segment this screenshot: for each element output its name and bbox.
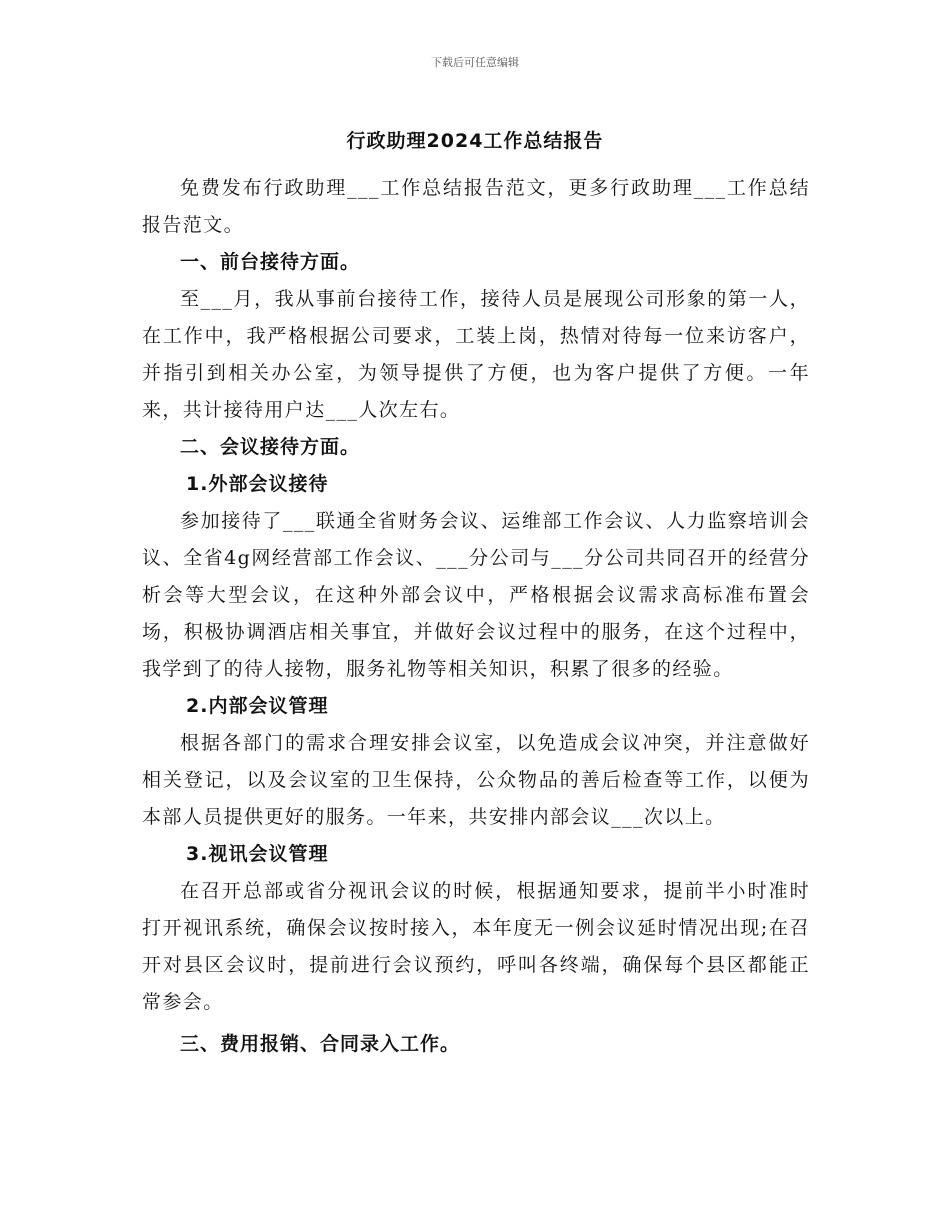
section-1-heading: 一、前台接待方面。 [180, 251, 361, 273]
section-1-paragraph: 至___月，我从事前台接待工作，接待人员是展现公司形象的第一人，在工作中，我严格根据公司要求，工装上岗，热情对待每一位来访客户，并指引到相关办公室，为领导提供了方便，也为客户提供了方便。一年来，共计接待用户达___人次左右。 [142, 288, 810, 421]
subsection-1-paragraph: 参加接待了___联通全省财务会议、运维部工作会议、人力监察培训会议、全省4g网经营部工作会议、___分公司与___分公司共同召开的经营分析会等大型会议，在这种外部会议中，严格根据会议需求高标准布置会场，积极协调酒店相关事宜，并做好会议过程中的服务，在这个过程中，我学到了的待人接物，服务礼物等相关知识，积累了很多的经验。 [142, 510, 810, 680]
section-2-heading: 二、会议接待方面。 [180, 436, 361, 458]
subsection-3-heading: 3.视讯会议管理 [186, 843, 329, 865]
document-body [142, 170, 810, 1063]
subsection-2-paragraph: 根据各部门的需求合理安排会议室，以免造成会议冲突，并注意做好相关登记，以及会议室的卫生保持，公众物品的善后检查等工作，以便为本部人员提供更好的服务。一年来，共安排内部会议___次以上。 [142, 732, 810, 828]
subsection-3-paragraph: 在召开总部或省分视讯会议的时候，根据通知要求，提前半小时准时打开视讯系统，确保会议按时接入，本年度无一例会议延时情况出现;在召开对县区会议时，提前进行会议预约，呼叫各终端，确保每个县区都能正常参会。 [142, 880, 810, 1013]
intro-paragraph: 免费发布行政助理___工作总结报告范文，更多行政助理___工作总结报告范文。 [142, 177, 810, 236]
subsection-2-heading: 2.内部会议管理 [186, 695, 329, 717]
subsection-1-heading: 1.外部会议接待 [186, 473, 329, 495]
section-3-heading: 三、费用报销、合同录入工作。 [180, 1033, 461, 1055]
header-note: 下载后可任意编辑 [431, 56, 519, 69]
document-title: 行政助理2024工作总结报告 [346, 130, 604, 152]
